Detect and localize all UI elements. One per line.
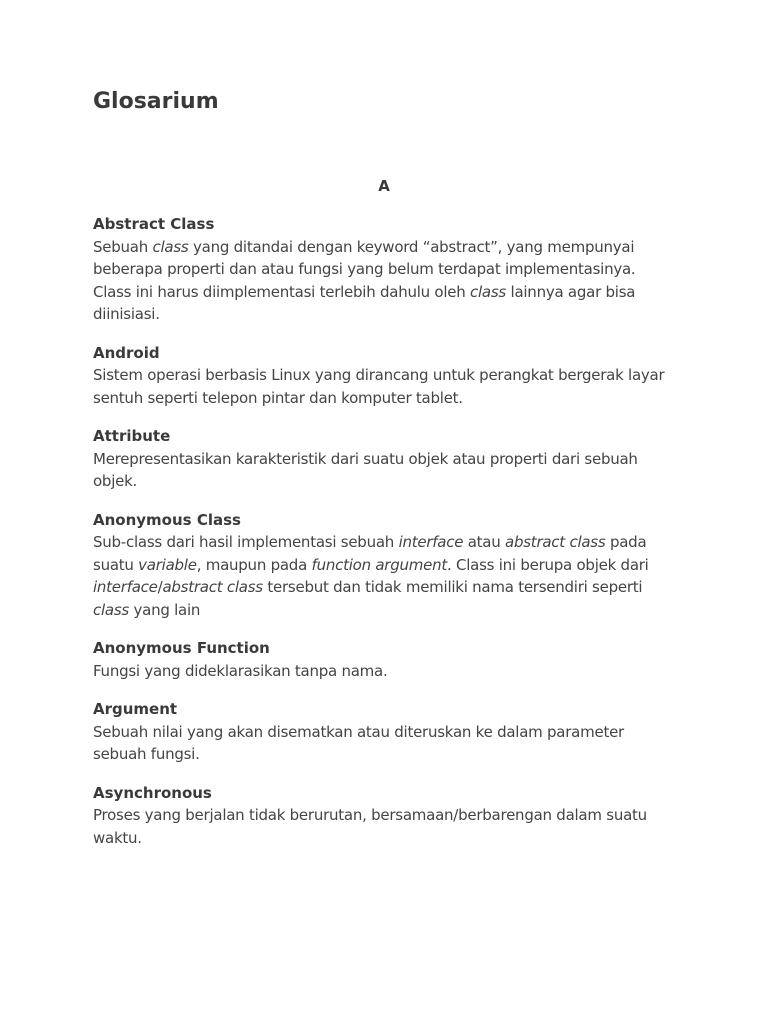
glossary-entry — [93, 637, 668, 682]
definition-text: Sistem operasi berbasis Linux yang dirancang untuk perangkat bergerak layar sentuh seperti telepon pintar dan komputer tablet. — [93, 366, 665, 407]
glossary-definition — [93, 364, 668, 409]
definition-text: Sub-class dari hasil implementasi sebuah — [93, 533, 399, 551]
glossary-term: Asynchronous — [93, 783, 212, 802]
glossary-definition — [93, 236, 668, 326]
glossary-definition — [93, 804, 668, 849]
definition-text: atau — [463, 533, 506, 551]
definition-text: / — [157, 578, 163, 596]
glossary-term: Anonymous Function — [93, 639, 270, 657]
glossary-term: Attribute — [93, 427, 171, 445]
definition-text: Sebuah nilai yang akan disematkan atau diteruskan ke dalam parameter sebuah fungsi. — [93, 722, 624, 763]
glossary-definition — [93, 531, 668, 621]
definition-text: Sebuah — [93, 237, 153, 256]
definition-italic-text: class — [93, 600, 129, 619]
definition-text: , maupun pada — [196, 555, 312, 574]
definition-italic-text: abstract class — [162, 578, 263, 596]
glossary-term: Anonymous Class — [93, 510, 241, 529]
glossary-entry — [93, 782, 668, 850]
glossary-term: Android — [93, 343, 160, 362]
glossary-entry — [93, 425, 668, 493]
glossary-entry — [93, 342, 668, 410]
glossary-entry — [93, 213, 668, 326]
glossary-definition — [93, 660, 668, 683]
definition-italic-text: class — [152, 237, 189, 256]
definition-italic-text: abstract class — [505, 533, 606, 551]
page-title: Glosarium — [93, 89, 219, 114]
definition-text: pada suatu — [93, 533, 647, 574]
definition-text: Merepresentasikan karakteristik dari suatu objek atau properti dari sebuah objek. — [93, 449, 638, 490]
glossary-entry — [93, 509, 668, 622]
section-letter-heading: A — [378, 177, 390, 195]
definition-text: Proses yang berjalan tidak berurutan, bersamaan/berbarengan dalam suatu waktu. — [93, 806, 647, 847]
glossary-entry — [93, 698, 668, 766]
definition-italic-text: class — [470, 282, 507, 301]
definition-text: Fungsi yang dideklarasikan tanpa nama. — [93, 661, 388, 680]
definition-text: . Class ini berupa objek dari — [446, 555, 649, 574]
glossary-definition — [93, 721, 668, 766]
definition-text: yang lain — [129, 600, 201, 619]
definition-italic-text: interface — [398, 533, 464, 551]
definition-italic-text: function argument — [311, 555, 447, 574]
definition-italic-text: interface — [93, 578, 158, 596]
glossary-term: Abstract Class — [93, 215, 215, 233]
definition-text: tersebut dan tidak memiliki nama tersendiri seperti — [262, 578, 643, 596]
glossary-list — [93, 213, 668, 865]
definition-text: lainnya agar bisa diinisiasi. — [93, 282, 636, 323]
definition-italic-text: variable — [138, 555, 197, 574]
glossary-term: Argument — [93, 700, 178, 718]
glossary-definition — [93, 448, 668, 493]
definition-text: yang ditandai dengan keyword “abstract”, yang mempunyai beberapa properti dan atau fungsi yang belum terdapat implementasinya. Class ini harus diimplementasi terlebih dahulu oleh — [93, 237, 636, 301]
